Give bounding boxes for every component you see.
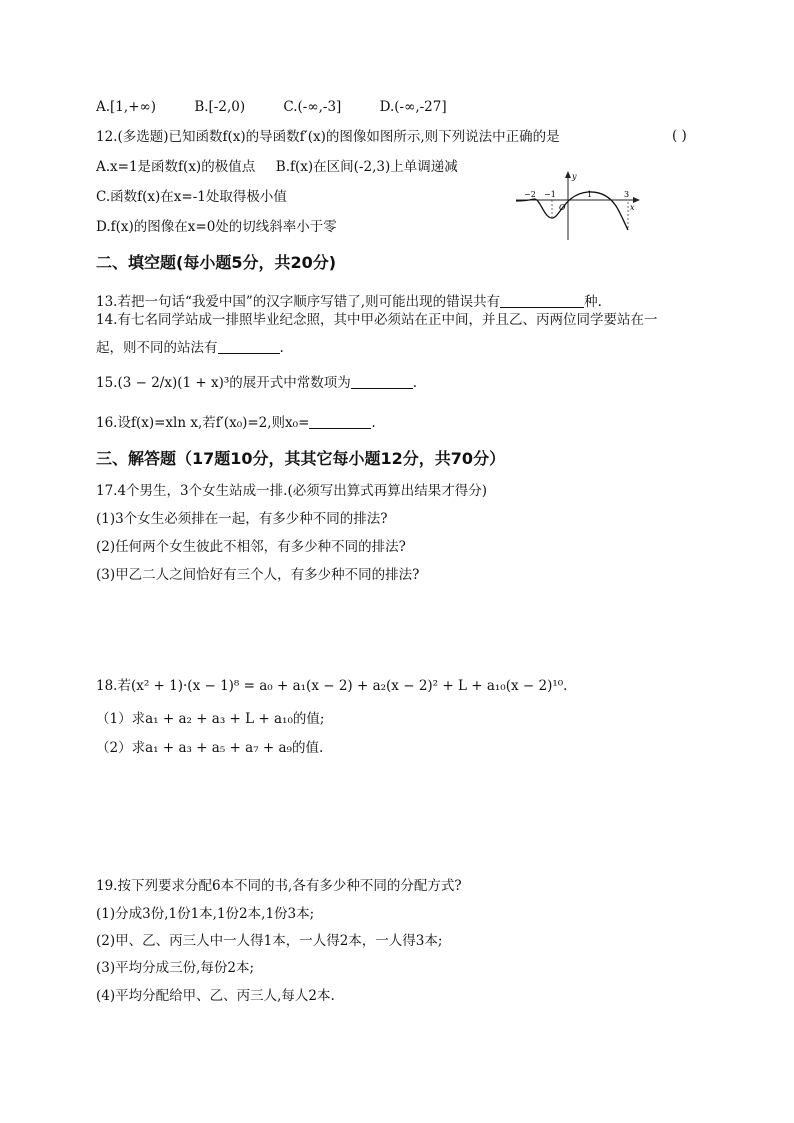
graph-label-p3: 3 bbox=[624, 190, 630, 199]
q16-text: 16.设f(x)=xln x,若f′(x₀)=2,则x₀= bbox=[96, 415, 310, 431]
q12-option-d: D.f(x)的图像在x=0处的切线斜率小于零 bbox=[96, 219, 337, 235]
graph-label-y: y bbox=[572, 172, 577, 181]
q19-stem: 19.按下列要求分配6本不同的书,各有多少种不同的分配方式? bbox=[96, 878, 462, 894]
graph-label-p1: 1 bbox=[587, 190, 593, 199]
q17-part2: (2)任何两个女生彼此不相邻，有多少种不同的排法? bbox=[96, 539, 406, 555]
q14-line1: 14.有七名同学站成一排照毕业纪念照，其中甲必须站在正中间，并且乙、丙两位同学要站在一 bbox=[96, 312, 658, 328]
q13-after: 种. bbox=[584, 294, 602, 310]
graph-label-m2: −2 bbox=[524, 190, 536, 199]
q13-text: 13.若把一句话“我爱中国”的汉字顺序写错了,则可能出现的错误共有 bbox=[96, 294, 501, 310]
q15-blank bbox=[351, 375, 413, 389]
q11-options bbox=[96, 98, 481, 116]
q19-part1: (1)分成3份,1份1本,1份2本,1份3本; bbox=[96, 906, 315, 922]
q19-part3: (3)平均分成三份,每份2本; bbox=[96, 960, 255, 976]
q19-part2: (2)甲、乙、丙三人中一人得1本，一人得2本，一人得3本; bbox=[96, 933, 443, 949]
q17-part1: (1)3个女生必须排在一起，有多少种不同的排法? bbox=[96, 511, 388, 527]
graph-label-x: x bbox=[630, 203, 635, 212]
q16 bbox=[96, 414, 376, 432]
q12-option-b: B.f(x)在区间(-2,3)上单调递减 bbox=[275, 159, 458, 175]
q13 bbox=[96, 293, 602, 311]
q14-line2 bbox=[96, 339, 284, 357]
derivative-graph bbox=[512, 170, 642, 244]
q11-option-c: C.(-∞,-3] bbox=[283, 99, 342, 115]
q18-stem: 18.若(x² + 1)·(x − 1)⁸ = a₀ + a₁(x − 2) + a₂(x − 2)² + L + a₁₀(x − 2)¹⁰. bbox=[96, 678, 568, 694]
q18-part1: （1）求a₁ + a₂ + a₃ + L + a₁₀的值; bbox=[96, 711, 325, 727]
q12-option-c: C.函数f(x)在x=-1处取得极小值 bbox=[96, 189, 287, 205]
q19-part4: (4)平均分配给甲、乙、丙三人,每人2本. bbox=[96, 988, 335, 1004]
q11-option-d: D.(-∞,-27] bbox=[379, 99, 447, 115]
q12-stem: 12.(多选题)已知函数f(x)的导函数f′(x)的图像如图所示,则下列说法中正确的是 bbox=[96, 129, 560, 145]
q12-option-a-b bbox=[96, 158, 458, 176]
q17-part3: (3)甲乙二人之间恰好有三个人，有多少种不同的排法? bbox=[96, 567, 420, 583]
section-3-heading: 三、解答题（17题10分，其其它每小题12分，共70分） bbox=[96, 449, 506, 468]
graph-label-origin: O bbox=[559, 203, 566, 212]
q17-stem: 17.4个男生，3个女生站成一排.(必须写出算式再算出结果才得分) bbox=[96, 483, 487, 499]
q15 bbox=[96, 374, 417, 392]
graph-y-arrow bbox=[565, 171, 571, 178]
q14-after: . bbox=[279, 340, 284, 356]
q18-part2: （2）求a₁ + a₃ + a₅ + a₇ + a₉的值. bbox=[96, 740, 324, 756]
q11-option-b: B.[-2,0) bbox=[194, 99, 246, 115]
q12-option-a: A.x=1是函数f(x)的极值点 bbox=[96, 159, 256, 175]
q15-after: . bbox=[412, 375, 418, 391]
section-2-heading: 二、填空题(每小题5分，共20分) bbox=[96, 253, 337, 272]
q13-blank bbox=[500, 294, 584, 308]
q11-option-a: A.[1,+∞) bbox=[96, 99, 157, 115]
q14-text: 起，则不同的站法有 bbox=[96, 340, 218, 356]
q14-blank bbox=[218, 340, 280, 354]
q16-blank bbox=[309, 415, 371, 429]
graph-label-m1: −1 bbox=[544, 190, 556, 199]
q15-text: 15.(3 − 2/x)(1 + x)³的展开式中常数项为 bbox=[96, 375, 351, 391]
q12-answer-paren: ( ) bbox=[672, 128, 687, 144]
q16-after: . bbox=[371, 415, 376, 431]
